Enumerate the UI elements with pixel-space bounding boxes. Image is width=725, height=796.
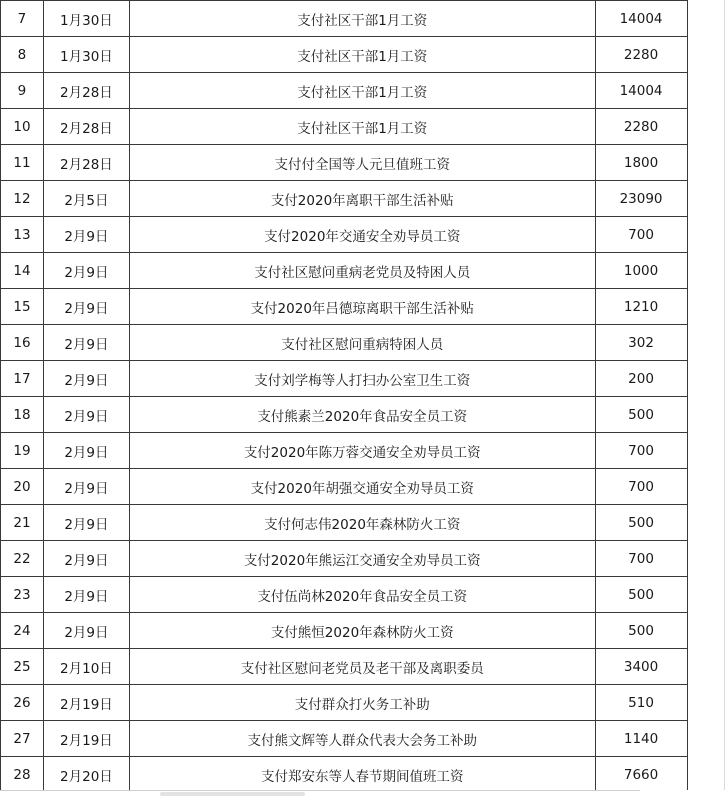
empty-cell[interactable] — [687, 253, 725, 289]
date-cell[interactable]: 2月5日 — [43, 181, 129, 217]
empty-cell[interactable] — [687, 73, 725, 109]
table-row — [1, 73, 725, 109]
table-row — [1, 541, 725, 577]
amount-cell[interactable]: 1210 — [595, 289, 687, 325]
empty-cell[interactable] — [687, 181, 725, 217]
date-cell[interactable]: 2月9日 — [43, 541, 129, 577]
date-cell[interactable]: 2月9日 — [43, 253, 129, 289]
table-row — [1, 361, 725, 397]
amount-cell[interactable]: 7660 — [595, 757, 687, 793]
row-number-cell[interactable]: 16 — [1, 325, 44, 361]
table-row — [1, 217, 725, 253]
description-cell[interactable]: 支付何志伟2020年森林防火工资 — [129, 505, 595, 541]
amount-cell[interactable]: 700 — [595, 541, 687, 577]
empty-cell[interactable] — [687, 469, 725, 505]
table-row — [1, 397, 725, 433]
table-row — [1, 145, 725, 181]
description-cell[interactable]: 支付郑安东等人春节期间值班工资 — [129, 757, 595, 793]
amount-cell[interactable]: 1800 — [595, 145, 687, 181]
date-cell[interactable]: 2月9日 — [43, 325, 129, 361]
empty-cell[interactable] — [687, 361, 725, 397]
table-row — [1, 613, 725, 649]
row-number-cell[interactable]: 9 — [1, 73, 44, 109]
date-cell[interactable]: 2月9日 — [43, 613, 129, 649]
date-cell[interactable]: 2月9日 — [43, 433, 129, 469]
description-cell[interactable]: 支付2020年熊运江交通安全劝导员工资 — [129, 541, 595, 577]
date-cell[interactable]: 1月30日 — [43, 37, 129, 73]
amount-cell[interactable]: 23090 — [595, 181, 687, 217]
date-cell[interactable]: 2月28日 — [43, 109, 129, 145]
amount-cell[interactable]: 510 — [595, 685, 687, 721]
amount-cell[interactable]: 2280 — [595, 37, 687, 73]
amount-cell[interactable]: 200 — [595, 361, 687, 397]
date-cell[interactable]: 2月9日 — [43, 289, 129, 325]
row-number-cell[interactable]: 28 — [1, 757, 44, 793]
footer-divider — [0, 790, 640, 791]
date-cell[interactable]: 2月19日 — [43, 685, 129, 721]
description-cell[interactable]: 支付刘学梅等人打扫办公室卫生工资 — [129, 361, 595, 397]
date-cell[interactable]: 2月9日 — [43, 577, 129, 613]
description-cell[interactable]: 支付熊素兰2020年食品安全员工资 — [129, 397, 595, 433]
row-number-cell[interactable]: 11 — [1, 145, 44, 181]
empty-cell[interactable] — [687, 217, 725, 253]
date-cell[interactable]: 2月19日 — [43, 721, 129, 757]
description-cell[interactable]: 支付社区慰问老党员及老干部及离职委员 — [129, 649, 595, 685]
table-row — [1, 289, 725, 325]
date-cell[interactable]: 2月9日 — [43, 397, 129, 433]
date-cell[interactable]: 2月28日 — [43, 73, 129, 109]
horizontal-scrollbar[interactable] — [160, 792, 305, 796]
empty-cell[interactable] — [687, 685, 725, 721]
description-cell[interactable]: 支付社区慰问重病特困人员 — [129, 325, 595, 361]
table-row — [1, 721, 725, 757]
row-number-cell[interactable]: 25 — [1, 649, 44, 685]
empty-cell[interactable] — [687, 721, 725, 757]
amount-cell[interactable]: 500 — [595, 613, 687, 649]
table-row — [1, 109, 725, 145]
empty-cell[interactable] — [687, 433, 725, 469]
table-row — [1, 253, 725, 289]
empty-cell[interactable] — [687, 1, 725, 37]
row-number-cell[interactable]: 14 — [1, 253, 44, 289]
date-cell[interactable]: 1月30日 — [43, 1, 129, 37]
table-row — [1, 757, 725, 793]
row-number-cell[interactable]: 19 — [1, 433, 44, 469]
description-cell[interactable]: 支付社区干部1月工资 — [129, 1, 595, 37]
empty-cell[interactable] — [687, 145, 725, 181]
amount-cell[interactable]: 302 — [595, 325, 687, 361]
description-cell[interactable]: 支付伍尚林2020年食品安全员工资 — [129, 577, 595, 613]
amount-cell[interactable]: 500 — [595, 397, 687, 433]
table-row — [1, 685, 725, 721]
row-number-cell[interactable]: 17 — [1, 361, 44, 397]
description-cell[interactable]: 支付熊恒2020年森林防火工资 — [129, 613, 595, 649]
row-number-cell[interactable]: 21 — [1, 505, 44, 541]
description-cell[interactable]: 支付2020年陈万蓉交通安全劝导员工资 — [129, 433, 595, 469]
table-row — [1, 1, 725, 37]
row-number-cell[interactable]: 10 — [1, 109, 44, 145]
row-number-cell[interactable]: 26 — [1, 685, 44, 721]
date-cell[interactable]: 2月9日 — [43, 505, 129, 541]
ledger-body — [1, 1, 725, 793]
table-row — [1, 649, 725, 685]
empty-cell[interactable] — [687, 289, 725, 325]
table-row — [1, 505, 725, 541]
description-cell[interactable]: 支付2020年胡强交通安全劝导员工资 — [129, 469, 595, 505]
amount-cell[interactable]: 700 — [595, 217, 687, 253]
description-cell[interactable]: 支付群众打火务工补助 — [129, 685, 595, 721]
row-number-cell[interactable]: 13 — [1, 217, 44, 253]
row-number-cell[interactable]: 24 — [1, 613, 44, 649]
amount-cell[interactable]: 500 — [595, 505, 687, 541]
empty-cell[interactable] — [687, 505, 725, 541]
empty-cell[interactable] — [687, 613, 725, 649]
row-number-cell[interactable]: 18 — [1, 397, 44, 433]
description-cell[interactable]: 支付2020年交通安全劝导员工资 — [129, 217, 595, 253]
empty-cell[interactable] — [687, 109, 725, 145]
table-row — [1, 325, 725, 361]
table-row — [1, 577, 725, 613]
table-row — [1, 433, 725, 469]
description-cell[interactable]: 支付社区干部1月工资 — [129, 73, 595, 109]
row-number-cell[interactable]: 7 — [1, 1, 44, 37]
description-cell[interactable]: 支付社区干部1月工资 — [129, 109, 595, 145]
row-number-cell[interactable]: 27 — [1, 721, 44, 757]
amount-cell[interactable]: 1000 — [595, 253, 687, 289]
row-number-cell[interactable]: 8 — [1, 37, 44, 73]
date-cell[interactable]: 2月9日 — [43, 361, 129, 397]
empty-cell[interactable] — [687, 397, 725, 433]
date-cell[interactable]: 2月28日 — [43, 145, 129, 181]
amount-cell[interactable]: 500 — [595, 577, 687, 613]
description-cell[interactable]: 支付2020年离职干部生活补贴 — [129, 181, 595, 217]
row-number-cell[interactable]: 12 — [1, 181, 44, 217]
description-cell[interactable]: 支付社区慰问重病老党员及特困人员 — [129, 253, 595, 289]
row-number-cell[interactable]: 20 — [1, 469, 44, 505]
description-cell[interactable]: 支付熊文辉等人群众代表大会务工补助 — [129, 721, 595, 757]
date-cell[interactable]: 2月9日 — [43, 469, 129, 505]
empty-cell[interactable] — [687, 757, 725, 793]
amount-cell[interactable]: 1140 — [595, 721, 687, 757]
amount-cell[interactable]: 700 — [595, 433, 687, 469]
empty-cell[interactable] — [687, 325, 725, 361]
amount-cell[interactable]: 14004 — [595, 1, 687, 37]
amount-cell[interactable]: 2280 — [595, 109, 687, 145]
empty-cell[interactable] — [687, 577, 725, 613]
table-row — [1, 37, 725, 73]
description-cell[interactable]: 支付付全国等人元旦值班工资 — [129, 145, 595, 181]
table-row — [1, 469, 725, 505]
date-cell[interactable]: 2月20日 — [43, 757, 129, 793]
date-cell[interactable]: 2月9日 — [43, 217, 129, 253]
empty-cell[interactable] — [687, 37, 725, 73]
table-row — [1, 181, 725, 217]
empty-cell[interactable] — [687, 541, 725, 577]
description-cell[interactable]: 支付社区干部1月工资 — [129, 37, 595, 73]
amount-cell[interactable]: 3400 — [595, 649, 687, 685]
empty-cell[interactable] — [687, 649, 725, 685]
row-number-cell[interactable]: 15 — [1, 289, 44, 325]
date-cell[interactable]: 2月10日 — [43, 649, 129, 685]
amount-cell[interactable]: 700 — [595, 469, 687, 505]
amount-cell[interactable]: 14004 — [595, 73, 687, 109]
description-cell[interactable]: 支付2020年吕德琼离职干部生活补贴 — [129, 289, 595, 325]
row-number-cell[interactable]: 23 — [1, 577, 44, 613]
row-number-cell[interactable]: 22 — [1, 541, 44, 577]
